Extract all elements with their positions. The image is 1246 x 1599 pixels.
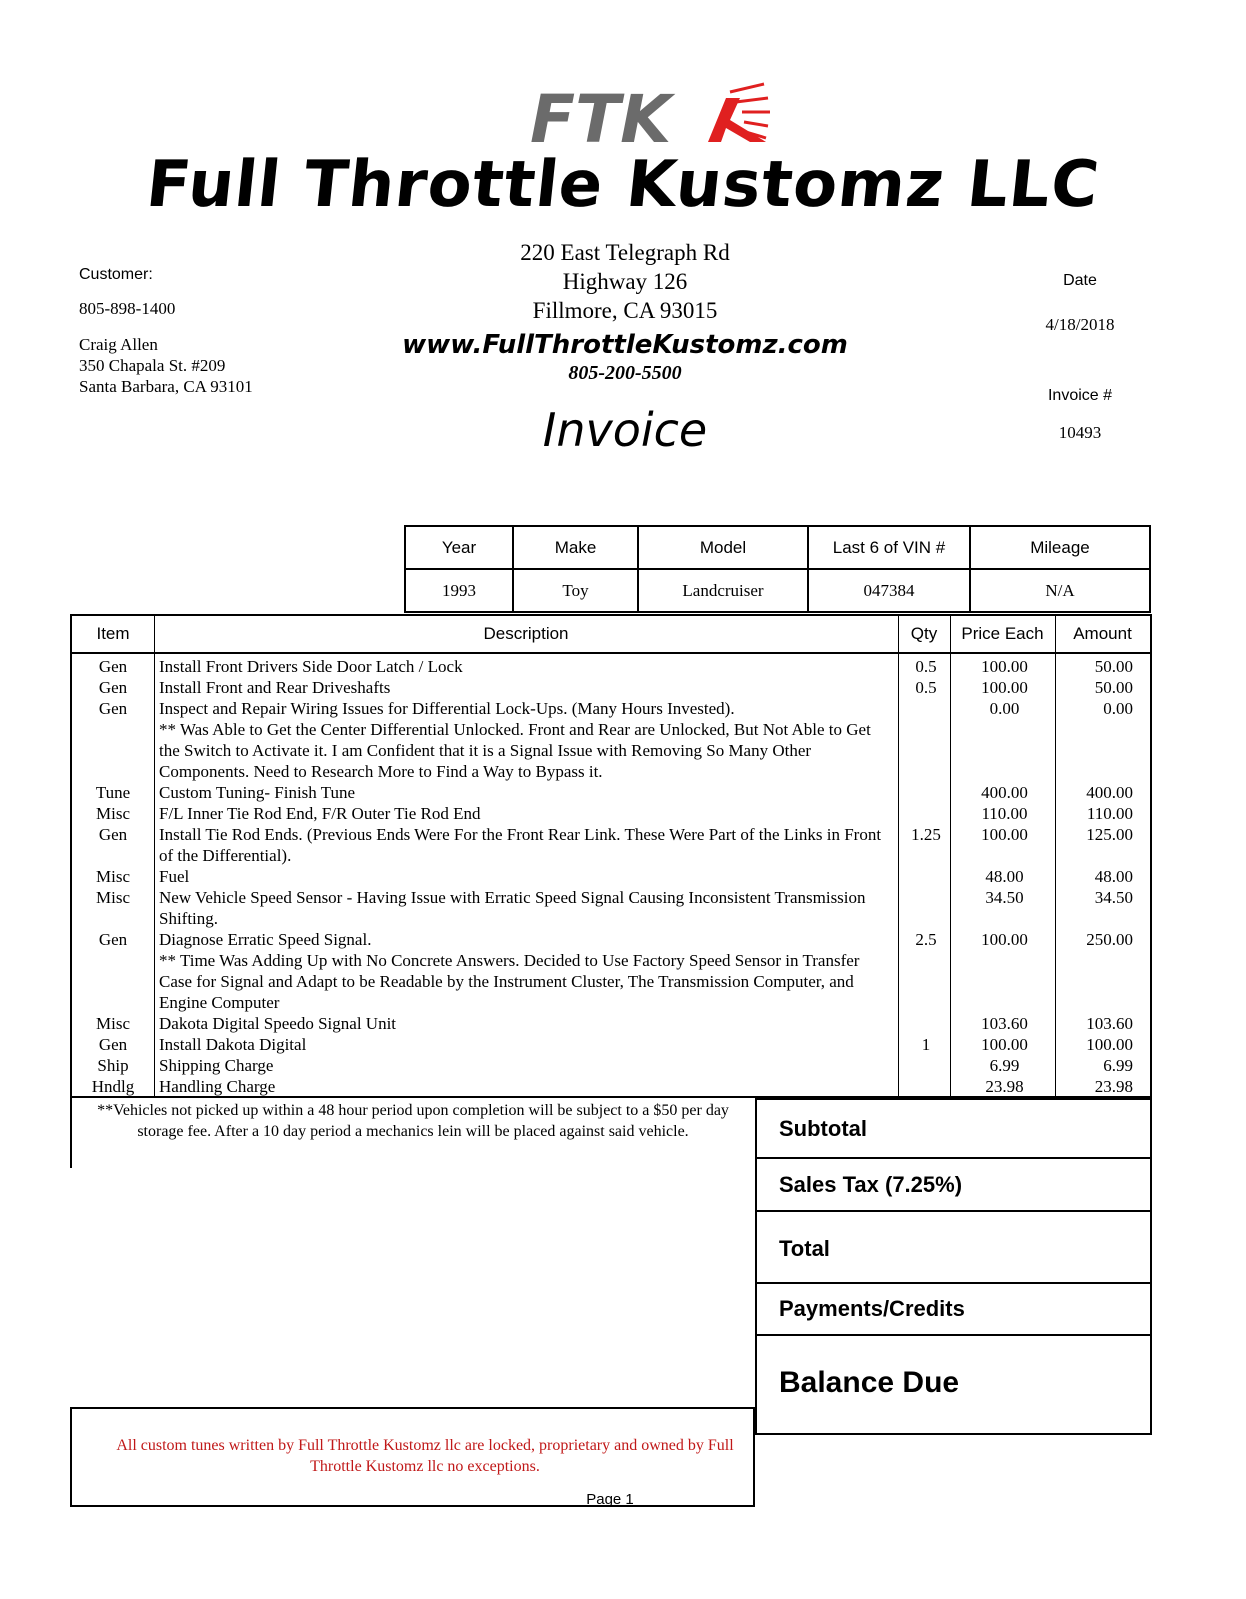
table-row bbox=[72, 824, 1150, 866]
vehicle-make: Toy bbox=[513, 569, 638, 612]
item-price-each: 103.60 bbox=[981, 1014, 1028, 1033]
payments-row bbox=[755, 1284, 1152, 1336]
sales-tax-row bbox=[755, 1159, 1152, 1212]
item-code: Hndlg bbox=[91, 1077, 135, 1096]
item-amount: 100.00 bbox=[1086, 1035, 1133, 1054]
item-amount: 110.00 bbox=[1086, 804, 1133, 823]
vehicle-vin: 047384 bbox=[808, 569, 970, 612]
ftk-logo bbox=[530, 80, 770, 152]
item-code: Misc bbox=[96, 867, 130, 886]
item-price-each: 100.00 bbox=[981, 678, 1028, 697]
item-code: Misc bbox=[96, 1014, 130, 1033]
item-amount: 0.00 bbox=[1103, 699, 1133, 718]
item-amount: 103.60 bbox=[1086, 1014, 1133, 1033]
logo-text: FTK bbox=[530, 81, 672, 152]
logo-speed-line bbox=[730, 84, 764, 92]
item-description: Dakota Digital Speedo Signal Unit bbox=[159, 1014, 397, 1033]
item-description: Shipping Charge bbox=[159, 1056, 274, 1075]
header-amount: Amount bbox=[1073, 624, 1132, 643]
item-price-each: 100.00 bbox=[981, 1035, 1028, 1054]
item-code: Ship bbox=[97, 1056, 129, 1075]
item-qty: 0.5 bbox=[915, 678, 937, 697]
line-items-table bbox=[70, 614, 1152, 1098]
balance-due-label: Balance Due bbox=[779, 1366, 960, 1399]
table-row bbox=[72, 1034, 1150, 1055]
address-line3: Fillmore, CA 93015 bbox=[532, 298, 718, 323]
table-row bbox=[72, 1055, 1150, 1076]
item-price-each: 6.99 bbox=[989, 1056, 1020, 1075]
logo-speed-line bbox=[744, 122, 768, 126]
address-line2: Highway 126 bbox=[562, 269, 688, 294]
vehicle-header-row bbox=[405, 526, 1150, 569]
vehicle-model: Landcruiser bbox=[638, 569, 808, 612]
vehicle-table bbox=[404, 525, 1151, 613]
item-amount: 400.00 bbox=[1086, 783, 1133, 802]
item-description: F/L Inner Tie Rod End, F/R Outer Tie Rod End bbox=[159, 804, 481, 823]
item-amount: 125.00 bbox=[1086, 825, 1133, 844]
items-header-row bbox=[72, 616, 1150, 654]
logo-speed-line bbox=[736, 98, 768, 102]
payments-label: Payments/Credits bbox=[779, 1296, 965, 1321]
item-price-each: 100.00 bbox=[981, 657, 1028, 676]
item-description: Diagnose Erratic Speed Signal. ** Time Was Adding Up with No Concrete Answers. Decided to Use Factory Speed Sensor in Transfer Case for Signal and Adapt to be Readable by the Instrument Cluster, The Transmission Computer, and Engine Computer bbox=[159, 930, 860, 1012]
item-description: Inspect and Repair Wiring Issues for Differential Lock-Ups. (Many Hours Invested). ** Was Able to Get the Center Differential Unlocked. Front and Rear are Unlocked, But Not Able to Get the Switch to Activate it. I am Confident that it is a Signal Issue with Removing So Many Other Components. Need to Research More to Find a Way to Bypass it. bbox=[159, 699, 871, 781]
item-qty: 1 bbox=[921, 1035, 931, 1054]
vehicle-mileage: N/A bbox=[970, 569, 1150, 612]
customer-label: Customer: bbox=[79, 266, 153, 283]
item-code: Gen bbox=[98, 657, 128, 676]
item-amount: 50.00 bbox=[1094, 657, 1133, 676]
header-item: Item bbox=[96, 624, 130, 643]
item-price-each: 48.00 bbox=[985, 867, 1024, 886]
vehicle-header-model: Model bbox=[638, 526, 808, 569]
table-row bbox=[72, 698, 1150, 782]
item-amount: 250.00 bbox=[1086, 930, 1133, 949]
table-row bbox=[72, 782, 1150, 803]
item-code: Gen bbox=[98, 699, 128, 718]
item-price-each: 100.00 bbox=[981, 825, 1028, 844]
item-amount: 23.98 bbox=[1094, 1077, 1133, 1096]
company-phone: 805-200-5500 bbox=[568, 362, 682, 384]
header-price-each: Price Each bbox=[961, 624, 1044, 643]
subtotal-row bbox=[755, 1098, 1152, 1159]
customer-city: Santa Barbara, CA 93101 bbox=[79, 377, 253, 396]
item-price-each: 23.98 bbox=[985, 1077, 1024, 1096]
table-row bbox=[72, 1076, 1150, 1097]
item-code: Gen bbox=[98, 678, 128, 697]
item-qty: 1.25 bbox=[911, 825, 941, 844]
ftk-logo-graphic bbox=[530, 80, 770, 152]
header-description: Description bbox=[483, 624, 569, 643]
item-qty: 0.5 bbox=[915, 657, 937, 676]
balance-due-row bbox=[755, 1336, 1152, 1435]
item-amount: 50.00 bbox=[1094, 678, 1133, 697]
vehicle-year: 1993 bbox=[405, 569, 513, 612]
item-code: Gen bbox=[98, 1035, 128, 1054]
address-line1: 220 East Telegraph Rd bbox=[520, 240, 730, 265]
item-amount: 6.99 bbox=[1103, 1056, 1133, 1075]
storage-note: **Vehicles not picked up within a 48 hour period upon completion will be subject to a $50 per day storage fee. After a 10 day period a mechanics lein will be placed against said vehicle. bbox=[97, 1102, 729, 1140]
item-description: Custom Tuning- Finish Tune bbox=[159, 783, 356, 802]
total-label: Total bbox=[779, 1236, 830, 1261]
page-title: Invoice bbox=[542, 403, 708, 457]
item-amount: 34.50 bbox=[1094, 888, 1133, 907]
vehicle-header-vin: Last 6 of VIN # bbox=[808, 526, 970, 569]
table-row bbox=[72, 677, 1150, 698]
date-label: Date bbox=[1063, 272, 1097, 289]
vehicle-header-make: Make bbox=[513, 526, 638, 569]
item-code: Tune bbox=[95, 783, 131, 802]
sales-tax-label: Sales Tax (7.25%) bbox=[779, 1172, 963, 1197]
item-code: Misc bbox=[96, 888, 130, 907]
table-row bbox=[72, 803, 1150, 824]
item-description: New Vehicle Speed Sensor - Having Issue with Erratic Speed Signal Causing Inconsistent Transmission Shifting. bbox=[159, 888, 866, 928]
vehicle-header-year: Year bbox=[405, 526, 513, 569]
vehicle-header-mileage: Mileage bbox=[970, 526, 1150, 569]
item-price-each: 34.50 bbox=[985, 888, 1024, 907]
customer-street: 350 Chapala St. #209 bbox=[79, 356, 226, 375]
customer-name: Craig Allen bbox=[79, 335, 158, 354]
item-code: Gen bbox=[98, 825, 128, 844]
item-price-each: 400.00 bbox=[981, 783, 1028, 802]
items-body bbox=[72, 656, 1150, 1097]
date-value: 4/18/2018 bbox=[1045, 315, 1115, 334]
customer-address bbox=[79, 334, 253, 397]
total-row bbox=[755, 1212, 1152, 1284]
table-row bbox=[72, 887, 1150, 929]
item-price-each: 110.00 bbox=[981, 804, 1028, 823]
table-row bbox=[72, 929, 1150, 1013]
item-description: Install Dakota Digital bbox=[159, 1035, 307, 1054]
item-amount: 48.00 bbox=[1094, 867, 1133, 886]
item-description: Install Front and Rear Driveshafts bbox=[159, 678, 391, 697]
invoice-number-label: Invoice # bbox=[1047, 387, 1113, 404]
item-code: Misc bbox=[96, 804, 130, 823]
item-price-each: 100.00 bbox=[981, 930, 1028, 949]
vehicle-value-row bbox=[405, 569, 1150, 612]
item-code: Gen bbox=[98, 930, 128, 949]
item-description: Fuel bbox=[159, 867, 190, 886]
table-row bbox=[72, 866, 1150, 887]
invoice-number-value: 10493 bbox=[1058, 423, 1102, 442]
item-price-each: 0.00 bbox=[989, 699, 1020, 718]
subtotal-label: Subtotal bbox=[779, 1116, 867, 1141]
company-address bbox=[420, 238, 830, 325]
item-qty: 2.5 bbox=[915, 930, 937, 949]
item-description: Handling Charge bbox=[159, 1077, 276, 1096]
company-name: Full Throttle Kustomz LLC bbox=[142, 148, 1104, 222]
tune-disclaimer: All custom tunes written by Full Throttle Kustomz llc are locked, proprietary and owned by Full Throttle Kustomz llc no exceptions. bbox=[116, 1437, 734, 1475]
item-description: Install Front Drivers Side Door Latch / Lock bbox=[159, 657, 463, 676]
page-number: Page 1 bbox=[586, 1491, 634, 1508]
item-description: Install Tie Rod Ends. (Previous Ends Were For the Front Rear Link. These Were Part of the Links in Front of the Differential). bbox=[159, 825, 882, 865]
table-row bbox=[72, 656, 1150, 677]
company-website: www.FullThrottleKustomz.com bbox=[402, 330, 848, 360]
header-qty: Qty bbox=[910, 624, 938, 643]
customer-phone: 805-898-1400 bbox=[79, 299, 176, 318]
table-row bbox=[72, 1013, 1150, 1034]
